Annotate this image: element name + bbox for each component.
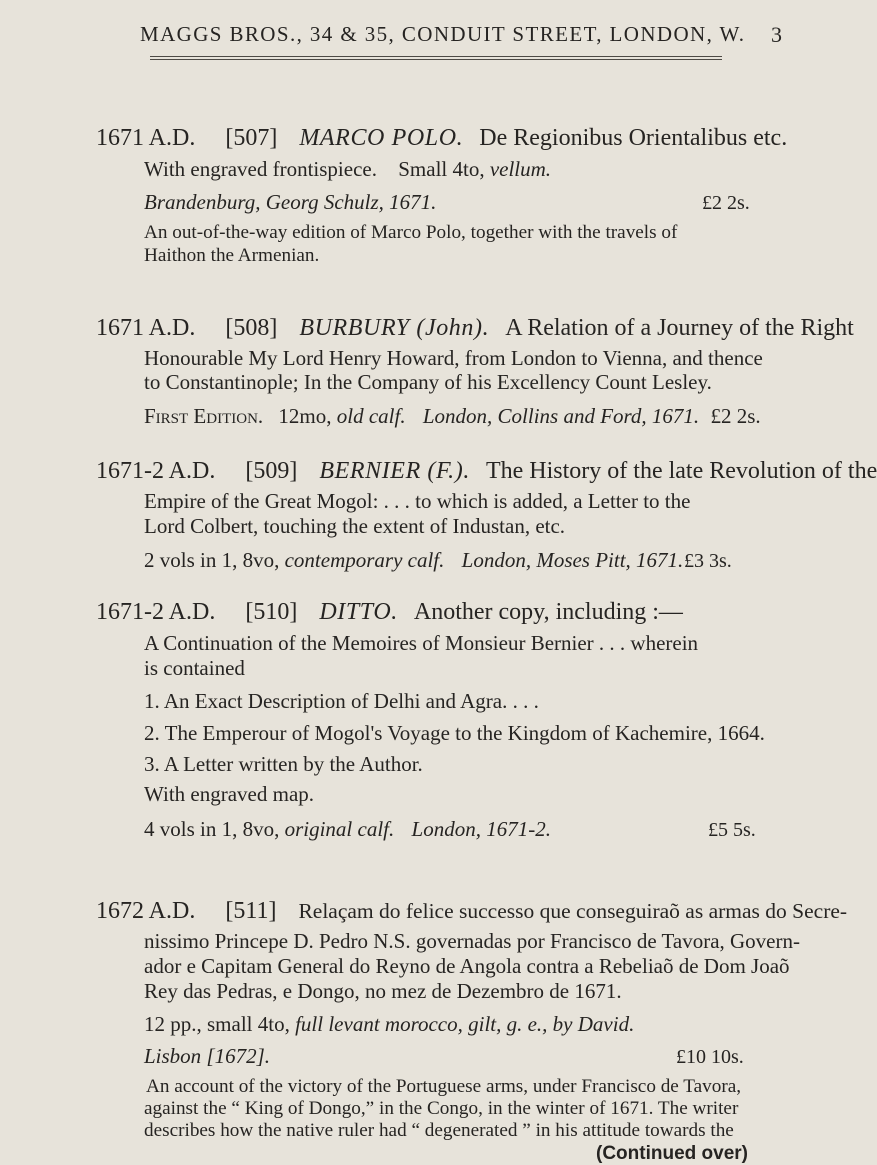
- entry-title-line: ador e Capitam General do Reyno de Angola contra a Rebeliaõ de Dom Joaõ: [144, 954, 790, 978]
- entry-imprint: Lisbon [1672].: [144, 1044, 271, 1068]
- continued-note: (Continued over): [596, 1143, 748, 1164]
- contents-item: 2. The Emperour of Mogol's Voyage to the Kingdom of Kachemire, 1664.: [144, 721, 765, 745]
- entry-heading: 1671 A.D. [508] BURBURY (John). A Relation of a Journey of the Right: [96, 315, 854, 341]
- header-rule: [150, 56, 722, 57]
- entry-price: £2 2s.: [702, 192, 750, 214]
- entry-price: £10 10s.: [676, 1046, 744, 1068]
- entry-price: £3 3s.: [684, 550, 732, 572]
- entry-description: With engraved frontispiece. Small 4to, vellum.: [144, 157, 552, 181]
- entry-note-line: Haithon the Armenian.: [144, 245, 320, 266]
- entry-date: 1671 A.D.: [96, 125, 196, 151]
- entry-heading: 1671-2 A.D. [509] BERNIER (F.). The History of the late Revolution of the: [96, 458, 877, 484]
- entry-title-line: nissimo Princepe D. Pedro N.S. governadas por Francisco de Tavora, Govern-: [144, 929, 800, 953]
- entry-imprint: Brandenburg, Georg Schulz, 1671.: [144, 190, 437, 214]
- entry-title-line: Lord Colbert, touching the extent of Industan, etc.: [144, 514, 566, 538]
- page-number: 3: [771, 22, 782, 47]
- entry-title-line: Empire of the Great Mogol: . . . to which is added, a Letter to the: [144, 489, 691, 513]
- entry-note-line: An out-of-the-way edition of Marco Polo, together with the travels of: [144, 222, 678, 243]
- entry-title-line: A Continuation of the Memoires of Monsieur Bernier . . . wherein: [144, 631, 699, 655]
- contents-item: 1. An Exact Description of Delhi and Agra. . . .: [144, 689, 539, 713]
- entry-note-line: describes how the native ruler had “ degenerated ” in his attitude towards the: [144, 1120, 734, 1141]
- entry-title-line: is contained: [144, 656, 245, 680]
- entry-imprint: 2 vols in 1, 8vo, contemporary calf. London, Moses Pitt, 1671.: [144, 548, 684, 572]
- entry-note-line: An account of the victory of the Portuguese arms, under Francisco de Tavora,: [146, 1076, 742, 1097]
- entry-description: With engraved map.: [144, 782, 315, 806]
- entry-heading: [96, 125, 787, 152]
- entry-title-line: Rey das Pedras, e Dongo, no mez de Dezembro de 1671.: [144, 979, 622, 1003]
- entry-price: £5 5s.: [708, 819, 756, 841]
- entry-heading: 1672 A.D. [511] Relaçam do felice successo que conseguiraõ as armas do Secre-: [96, 898, 848, 924]
- entry-author: MARCO POLO.: [299, 125, 464, 151]
- lot-number: [507]: [225, 125, 278, 151]
- entry-title-line: to Constantinople; In the Company of his Excellency Count Lesley.: [144, 370, 712, 394]
- contents-item: 3. A Letter written by the Author.: [144, 752, 423, 776]
- entry-description: 12 pp., small 4to, full levant morocco, gilt, g. e., by David.: [144, 1012, 635, 1036]
- entry-imprint: 4 vols in 1, 8vo, original calf. London, 1671-2.: [144, 817, 551, 841]
- entry-note-line: against the “ King of Dongo,” in the Congo, in the winter of 1671. The writer: [144, 1098, 739, 1119]
- entry-imprint: First Edition. 12mo, old calf. London, Collins and Ford, 1671. £2 2s.: [144, 404, 761, 428]
- entry-title: De Regionibus Orientalibus etc.: [479, 125, 788, 151]
- header-rule-second: [150, 59, 722, 60]
- entry-title-line: Honourable My Lord Henry Howard, from London to Vienna, and thence: [144, 346, 763, 370]
- header-title: MAGGS BROS., 34 & 35, CONDUIT STREET, LONDON, W.: [140, 22, 746, 46]
- entry-heading: 1671-2 A.D. [510] DITTO. Another copy, including :—: [96, 599, 683, 625]
